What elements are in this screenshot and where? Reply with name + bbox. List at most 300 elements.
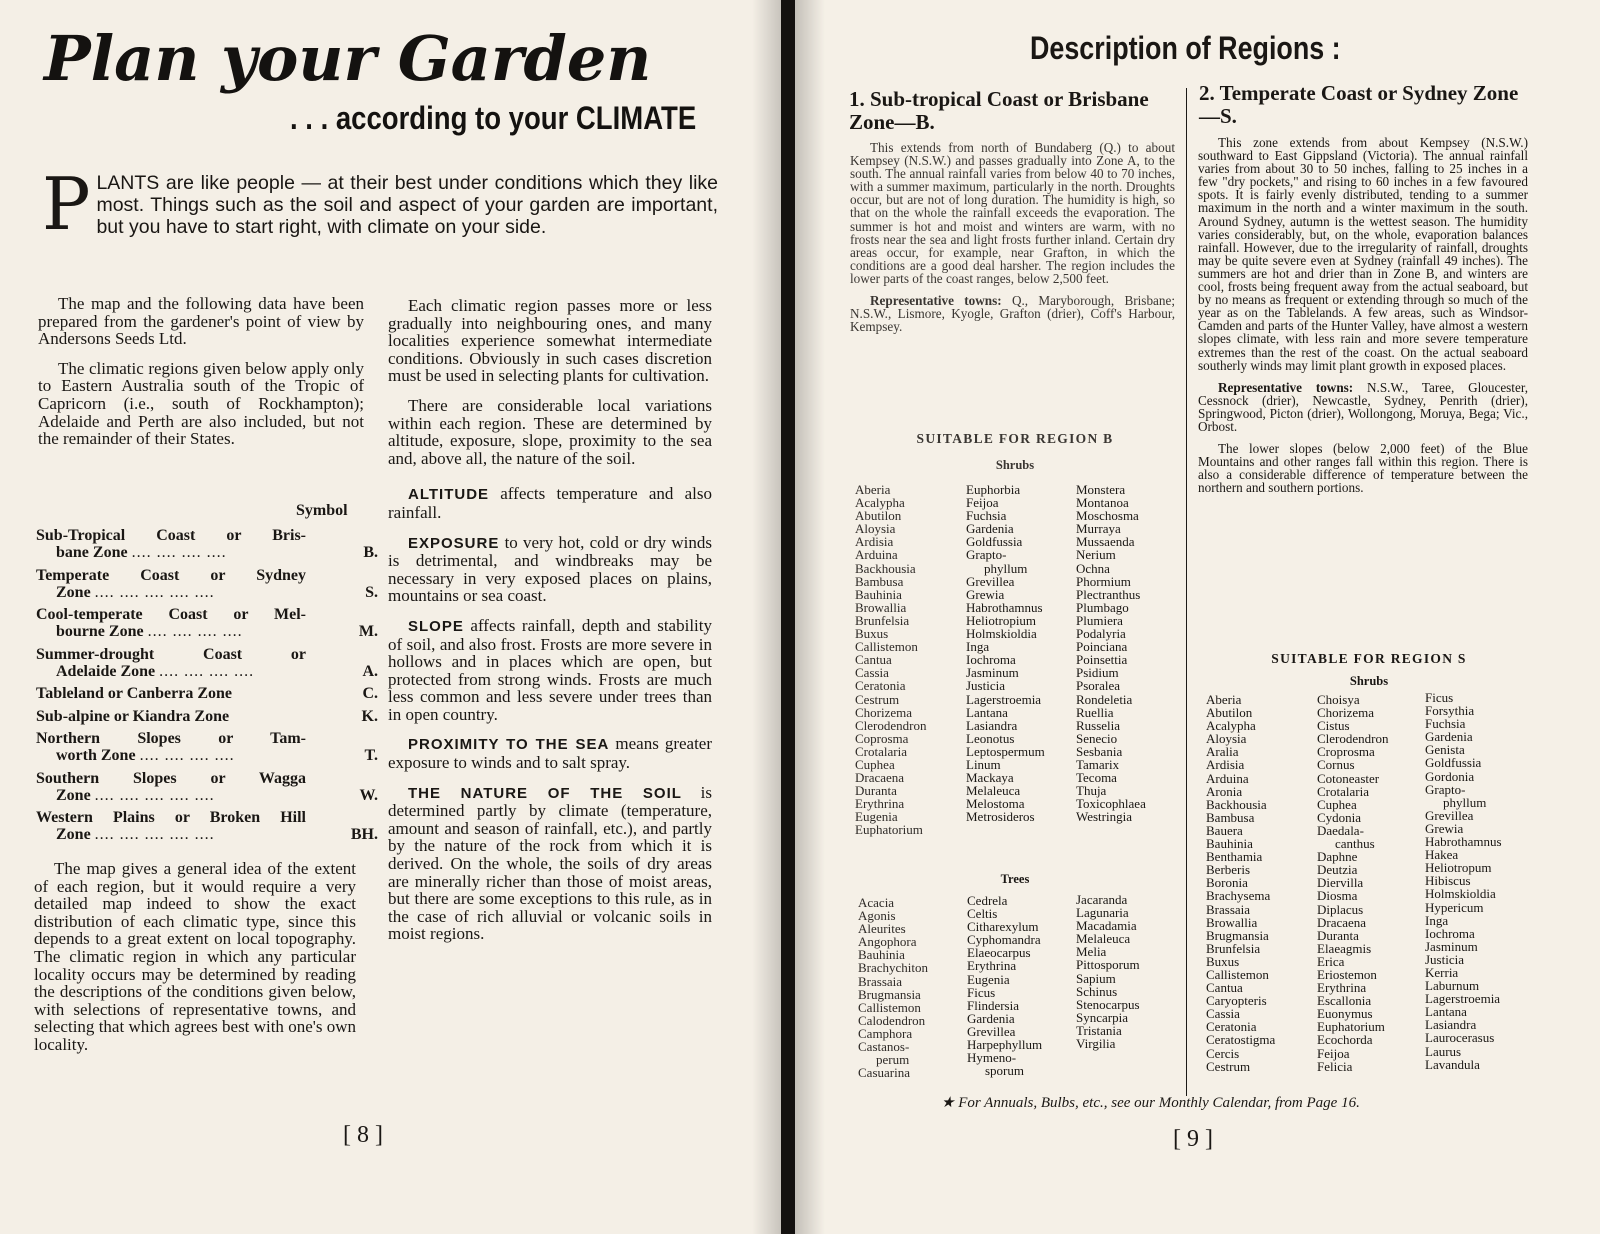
plant-name: Browallia (855, 599, 907, 615)
zone-symbol: B. (363, 544, 378, 562)
plant-name: Goldfussia (966, 534, 1023, 550)
plant-name: Brunfelsia (1206, 940, 1261, 956)
shrubs-heading: Shrubs (995, 458, 1035, 472)
plant-name: Ceratonia (855, 678, 906, 694)
plant-name: Lagerstroemia (1425, 991, 1501, 1007)
plant-name: Aloysia (1206, 731, 1247, 747)
leader-dots: .... .... .... .... .... (94, 583, 215, 601)
leader-dots: .... .... .... .... (159, 663, 255, 681)
plant-name: Mussaenda (1076, 534, 1135, 550)
plant-name: Callistemon (855, 639, 918, 655)
towns-label: Representative towns: (870, 293, 1002, 309)
plant-name: Ceratostigma (1206, 1032, 1276, 1048)
plant-name: Crotalaria (855, 743, 907, 759)
paragraph (850, 294, 1175, 333)
plant-name: Westringia (1076, 809, 1132, 825)
plant-name: Berberis (1206, 862, 1251, 878)
zone-item (36, 606, 378, 641)
paragraph: The map gives a general idea of the extent of each region, but it would require a very detailed map indeed to show the exact distribution of each climatic type, since this depends to a great extent on local topography. The climatic region in which any particular locality occurs may be determined by reading the descriptions of the conditions given below, with selections of representative towns, and selecting that which agrees best with one's own locality. (34, 859, 356, 1054)
plant-name: Senecio (1076, 730, 1118, 746)
plant-name: Diplacus (1317, 901, 1364, 917)
plant-name: Bambusa (1206, 809, 1255, 825)
region2-heading: 2. Temperate Coast or Sydney Zone—S. (1199, 81, 1519, 128)
towns-list: Q., Maryborough, Brisbane; N.S.W., Lismore, Kyogle, Grafton (drier), Coff's Harbour, Kempsey. (850, 293, 1175, 335)
paragraph: There are considerable local variations within each region. These are determined by altitude, exposure, slope, proximity to the sea and, above all, the nature of the soil. (388, 395, 712, 468)
plant-name: Jasminum (1425, 938, 1478, 954)
zone-name-cont (36, 584, 348, 601)
region1-heading: 1. Sub-tropical Coast or Brisbane Zone—B. (849, 87, 1149, 134)
plant-name: Cercis (1206, 1045, 1240, 1061)
plant-name: Bauhinia (858, 947, 905, 963)
drop-cap: P (42, 162, 91, 246)
factor-heading: ALTITUDE (408, 486, 490, 504)
plant-name: Acalypha (1206, 718, 1256, 734)
plant-name: Melia (1076, 944, 1107, 960)
plant-name: Eugenia (967, 971, 1010, 987)
trees-b-column-3 (1076, 893, 1140, 1050)
plant-name: Brachychiton (858, 960, 929, 976)
plant-name: Choisya (1317, 692, 1360, 707)
plant-name: Metrosideros (966, 809, 1035, 825)
shrubs-s-column-2 (1317, 693, 1388, 1073)
plant-name: Brunfelsia (855, 612, 910, 628)
plant-name: Ochna (1076, 560, 1110, 576)
plant-name: Bambusa (855, 573, 904, 589)
zone-name: Southern Slopes or Wagga (36, 769, 306, 787)
regions-title: Description of Regions : (1030, 30, 1341, 66)
paragraph: The lower slopes (below 2,000 feet) of the Blue Mountains and other ranges fall within this region. There is also a considerable difference of temperature between the northern and southern portions. (1198, 441, 1528, 496)
plant-name: Deutzia (1317, 862, 1358, 878)
shrubs-heading: Shrubs (1349, 674, 1389, 688)
plant-name: Plectranthus (1076, 586, 1141, 602)
plant-name: Feijoa (966, 495, 999, 511)
plant-name: Ficus (1425, 690, 1454, 705)
plant-name: Tristania (1076, 1022, 1122, 1038)
plant-name: Hymeno- (967, 1050, 1017, 1066)
plant-name: Angophora (858, 934, 917, 950)
zone-item (36, 645, 378, 681)
plant-name: Inga (1425, 912, 1449, 928)
plant-name: Macadamia (1076, 918, 1137, 934)
plant-name: Bauhinia (855, 586, 902, 602)
paragraph: The climatic regions given below apply only to Eastern Australia south of the Tropic of Capricorn (i.e., south of Rockhampton); Adelaide and Perth are also included, but not the remainder of their States. (38, 358, 364, 449)
page-number: [ 8 ] (343, 1122, 383, 1148)
plant-name: Callistemon (858, 999, 921, 1015)
plant-name: perum (876, 1052, 910, 1068)
zone-name: Temperate Coast or Sydney (36, 566, 306, 584)
zone-name-cont (36, 826, 348, 843)
zone-item (36, 769, 378, 805)
plant-name: Monstera (1076, 482, 1126, 497)
zone-name: Sub-alpine or Kiandra Zone (36, 707, 230, 725)
plant-name: Euphatorium (855, 822, 923, 838)
plant-name: Brugmansia (858, 986, 921, 1002)
plant-name: Euphorbia (966, 482, 1021, 497)
plant-name: Dracaena (1317, 914, 1367, 930)
plant-name: Clerodendron (855, 717, 927, 733)
right-column-factors (388, 297, 712, 955)
page-number: [ 9 ] (1173, 1126, 1213, 1152)
plant-name: Brachysema (1206, 888, 1271, 904)
left-column-map-note (34, 860, 356, 1066)
zone-symbol: M. (358, 623, 378, 641)
plant-name: Bauhinia (1206, 836, 1253, 852)
plant-name: Moschosma (1076, 508, 1139, 524)
plant-name: Ardisia (855, 534, 894, 550)
plant-name: Lantana (966, 704, 1008, 720)
plant-name: Grevillea (967, 1023, 1016, 1039)
plant-name: Abutilon (1206, 705, 1253, 721)
factor-list (388, 485, 712, 943)
plant-name: Grapto- (966, 547, 1007, 563)
suitable-region-s-heading: SUITABLE FOR REGION S (1271, 651, 1467, 666)
paragraph: This extends from north of Bundaberg (Q.) to about Kempsey (N.S.W.) and passes gradually into Zone A, to the south. The annual rainfall varies from below 40 to 70 inches, with a summer maximum, particularly in the north. Droughts occur, but are not of long duration. The humidity is high, so that on the whole the rainfall exceeds the evaporation. The summer is hot and moist and winters are warm, with no frosts near the sea and light frosts further inland. Certain dry areas occur, for example, near Grafton, in which the conditions are a good deal harsher. The region includes the lower parts of the coast ranges, below 2,500 feet. (850, 140, 1175, 286)
gutter-shadow (752, 0, 781, 1234)
plant-name: Toxicophlaea (1076, 796, 1146, 812)
paragraph: This zone extends from about Kempsey (N.S.W.) southward to East Gippsland (Victoria). The annual rainfall varies from about 30 to 50 inches, falling to 25 inches in a few "dry pockets," and rising to 60 inches in a few favoured spots. It is fairly evenly distributed, tending to a summer maximum in the north and a winter maximum in the south. Around Sydney, autumn is the wettest season. The humidity varies considerably, but, on the whole, evaporation balances rainfall. However, due to the irregularity of rainfall, droughts may be quite severe even at Sydney (rainfall 49 inches). The summers are hot and drier than in Zone B, and winters are cool, frosts being frequent away from the actual seaboard, but by no means as frequent or extending through so much of the year as on the Tablelands. A few areas, such as Windsor-Camden and parts of the Hunter Valley, have almost a western slopes climate, with less rain and more severe temperature extremes than the rest of the coast. On the actual seaboard southerly winds may limit plant growth in exposed places. (1198, 135, 1528, 373)
plant-name: Russelia (1076, 717, 1121, 733)
plant-name: Jacaranda (1076, 892, 1128, 907)
zone-name: Western Plains or Broken Hill (36, 809, 306, 827)
plant-name: Lantana (1425, 1004, 1467, 1020)
plant-name: Leonotus (966, 730, 1015, 746)
plant-name: Cestrum (1206, 1058, 1251, 1074)
plant-name: Psidium (1076, 665, 1119, 681)
plant-name: Montanoa (1076, 495, 1129, 511)
plant-name: Ficus (967, 984, 996, 1000)
leader-dots: .... .... .... .... (139, 747, 235, 765)
zone-name-line2: worth Zone (56, 747, 136, 765)
plant-name: Melostoma (966, 796, 1025, 812)
plant-name: Grewia (966, 586, 1005, 602)
plant-name: Forsythia (1425, 703, 1475, 719)
plant-name: Camphora (858, 1025, 913, 1041)
plant-name: Gordonia (1425, 768, 1475, 784)
plant-name: Murraya (1076, 521, 1121, 537)
plant-name: Inga (966, 639, 990, 655)
plant-name: Genista (1425, 742, 1465, 758)
plant-name: Tamarix (1076, 756, 1120, 772)
plant-name: Ardisia (1206, 757, 1245, 773)
plant-name: Cistus (1317, 718, 1350, 734)
plant-name: Coprosma (855, 730, 909, 746)
plant-name: Crotalaria (1317, 783, 1369, 799)
plant-name: Phormium (1076, 573, 1131, 589)
plant-name: Cuphea (1317, 796, 1357, 812)
plant-name: Kerria (1425, 964, 1459, 980)
zone-item (36, 566, 378, 602)
intro-text: LANTS are like people — at their best under conditions which they like most. Things such as the soil and aspect of your garden are important, but you have to start right, with climate on your side. (96, 172, 718, 238)
paragraph: The map and the following data have been prepared from the gardener's point of view by Andersons Seeds Ltd. (38, 294, 364, 349)
plant-name: Browallia (1206, 914, 1258, 930)
factor-text: is determined partly by climate (temperature, amount and season of rainfall, etc.), and partly by the nature of the rock from which it is derived. On the whole, the soils of dry areas are minerally richer than those of moist areas, but there are some exceptions to this rule, as in the case of rich alluvial or volcanic soils in moist regions. (388, 782, 712, 944)
plant-name: Brassaia (858, 973, 903, 989)
plant-name: Hibiscus (1425, 873, 1471, 889)
plant-name: Arduina (855, 547, 898, 563)
plant-name: Linum (966, 756, 1001, 772)
plant-name: Cuphea (855, 756, 895, 772)
plant-name: Boronia (1206, 875, 1248, 891)
plant-name: Bauera (1206, 822, 1243, 838)
plant-name: Calodendron (858, 1012, 926, 1028)
paragraph (1198, 381, 1528, 433)
plant-name: Iochroma (1425, 925, 1475, 941)
plant-name: Lavandula (1425, 1056, 1480, 1072)
zone-item (36, 729, 378, 765)
plant-name: Duranta (1317, 927, 1359, 943)
zone-symbol: A. (362, 663, 378, 681)
intro-paragraph (42, 162, 718, 246)
plant-name: Benthamia (1206, 849, 1263, 865)
plant-name: Caryopteris (1206, 993, 1267, 1009)
factor-paragraph (388, 735, 712, 771)
leader-dots: .... .... .... .... .... (94, 786, 215, 804)
plant-name: Justicia (1425, 951, 1464, 967)
plant-name: Lagerstroemia (966, 691, 1042, 707)
factor-text: to very hot, cold or dry winds is detrimental, and windbreaks may be necessary in very exposed places on plains, mountains or sea coast. (388, 532, 712, 606)
zone-symbol: K. (361, 707, 378, 725)
plant-name: Lasiandra (966, 717, 1018, 733)
zone-item (36, 527, 378, 562)
plant-name: Laurocerasus (1425, 1030, 1495, 1046)
plant-name: Syncarpia (1076, 1009, 1128, 1025)
plant-name: Dracaena (855, 770, 905, 786)
plant-name: Fuchsia (1425, 716, 1466, 732)
symbol-heading: Symbol (296, 502, 348, 519)
plant-name: Chorizema (1317, 705, 1375, 721)
zone-name-cont (36, 747, 348, 764)
leader-dots: .... .... .... .... (131, 544, 227, 562)
trees-heading: Trees (1000, 872, 1030, 886)
factor-paragraph (388, 617, 712, 724)
factor-heading: THE NATURE OF THE SOIL (408, 784, 682, 802)
zone-name-cont (36, 787, 348, 804)
zone-name: Tableland or Canberra Zone (36, 685, 233, 703)
plant-name: Ecochorda (1317, 1032, 1373, 1048)
plant-name: Sesbania (1076, 743, 1123, 759)
column-divider (1186, 88, 1187, 1096)
plant-name: Leptospermum (966, 743, 1045, 759)
plant-name: Poinciana (1076, 639, 1128, 655)
zone-item (36, 685, 378, 703)
plant-name: Mackaya (966, 770, 1014, 786)
plant-name: Goldfussia (1425, 755, 1482, 771)
book-gutter (781, 0, 795, 1234)
zone-name-cont (36, 663, 348, 680)
plant-name: Lasiandra (1425, 1017, 1477, 1033)
shrubs-s-column-3 (1425, 691, 1502, 1071)
zone-symbol: C. (362, 685, 378, 703)
plant-name: Ruellia (1076, 704, 1114, 720)
plant-name: Citharexylum (967, 919, 1039, 935)
plant-name: Aronia (1206, 783, 1243, 799)
left-column-intro (38, 295, 364, 460)
factor-paragraph (388, 485, 712, 521)
zone-name-line2: Zone (56, 583, 91, 601)
plant-name: Diervilla (1317, 875, 1364, 891)
plant-name: Rondeletia (1076, 691, 1133, 707)
plant-name: Sapium (1076, 970, 1116, 986)
plant-name: Diosma (1317, 888, 1358, 904)
plant-name: Cantua (1206, 980, 1243, 996)
plant-name: Celtis (967, 906, 998, 922)
plant-name: Grapto- (1425, 781, 1466, 797)
plant-name: Callistemon (1206, 966, 1269, 982)
plant-name: Grewia (1425, 820, 1464, 836)
plant-name: Castanos- (858, 1039, 910, 1055)
factor-heading: EXPOSURE (408, 534, 500, 552)
leader-dots: .... .... .... .... .... (94, 826, 215, 844)
plant-name: Abutilon (855, 508, 902, 524)
plant-name: Aloysia (855, 521, 896, 537)
plant-name: Stenocarpus (1076, 996, 1140, 1012)
plant-name: Cotoneaster (1317, 770, 1380, 786)
plant-name: Buxus (855, 626, 889, 642)
plant-name: Cydonia (1317, 809, 1362, 825)
shrubs-b-column-2 (966, 483, 1045, 823)
zone-item (36, 707, 378, 725)
plant-name: Melaleuca (966, 783, 1021, 799)
plant-name: Tecoma (1076, 770, 1117, 786)
zone-name-line2: bourne Zone (56, 623, 144, 641)
region1-description (850, 141, 1175, 342)
plant-name: Holmskioldia (1425, 886, 1496, 902)
factor-text: affects temperature and also rainfall. (388, 484, 712, 522)
zone-list (36, 527, 378, 849)
footnote: ★ For Annuals, Bulbs, etc., see our Monthly Calendar, from Page 16. (941, 1095, 1360, 1111)
plant-name: Brugmansia (1206, 927, 1269, 943)
plant-name: Daedala- (1317, 822, 1364, 838)
plant-name: Backhousia (1206, 796, 1267, 812)
plant-name: Schinus (1076, 983, 1118, 999)
factor-text: affects rainfall, depth and stability of soil, and also frost. Frosts are more severe in hollows and in places which are open, but protected from strong winds. Frosts are much less common and less severe under trees than in open country. (388, 615, 712, 724)
zone-name-cont (36, 623, 348, 640)
plant-name: Cestrum (855, 691, 900, 707)
plant-name: Chorizema (855, 704, 913, 720)
plant-name: Fuchsia (966, 508, 1007, 524)
zone-symbol: T. (364, 747, 378, 765)
region2-description (1198, 136, 1528, 503)
plant-name: Feijoa (1317, 1045, 1350, 1061)
plant-name: Acalypha (855, 495, 905, 511)
plant-name: Aberia (855, 482, 891, 497)
plant-name: Gardenia (967, 1010, 1015, 1026)
plant-name: Erythrina (967, 958, 1017, 974)
plant-name: Laurus (1425, 1043, 1462, 1059)
plant-name: Poinsettia (1076, 652, 1128, 668)
shrubs-s-column-1 (1206, 693, 1275, 1073)
plant-name: Eriostemon (1317, 966, 1377, 982)
plant-name: Euphatorium (1317, 1019, 1385, 1035)
suitable-region-b-heading: SUITABLE FOR REGION B (916, 431, 1114, 446)
plant-name: Lagunaria (1076, 905, 1129, 921)
plant-name: Aleurites (858, 921, 906, 937)
zone-name-line2: Zone (56, 786, 91, 804)
plant-name: Casuarina (858, 1065, 910, 1081)
left-page (0, 0, 781, 1234)
plant-name: Plumbago (1076, 599, 1129, 615)
zone-symbol: BH. (350, 826, 378, 844)
zone-name: Sub-Tropical Coast or Bris- (36, 527, 306, 544)
plant-name: Duranta (855, 783, 897, 799)
plant-name: Felicia (1317, 1058, 1353, 1074)
leader-dots: .... .... .... .... (147, 623, 243, 641)
page-subtitle: . . . according to your CLIMATE (290, 100, 697, 136)
plant-name: Aralia (1206, 744, 1239, 760)
zone-name-line2: Adelaide Zone (56, 663, 156, 681)
zone-name: Summer-drought Coast or (36, 645, 306, 663)
plant-name: Plumiera (1076, 612, 1123, 628)
plant-name: Melaleuca (1076, 931, 1131, 947)
towns-label: Representative towns: (1218, 379, 1354, 395)
plant-name: Escallonia (1317, 993, 1372, 1009)
trees-b-column-1 (858, 896, 928, 1079)
plant-name: Grevillea (1425, 807, 1474, 823)
plant-name: Gardenia (1425, 729, 1473, 745)
zone-symbol: S. (365, 583, 378, 601)
page-title: Plan your Garden (44, 22, 652, 95)
plant-name: phyllum (984, 560, 1028, 576)
plant-name: Iochroma (966, 652, 1016, 668)
plant-name: Erythrina (1317, 980, 1367, 996)
plant-name: Cedrela (967, 893, 1008, 908)
plant-name: Aberia (1206, 692, 1242, 707)
plant-name: Habrothamnus (1425, 834, 1502, 850)
zone-name: Northern Slopes or Tam- (36, 729, 306, 747)
plant-name: Cyphomandra (967, 932, 1041, 948)
factor-paragraph (388, 534, 712, 605)
gutter-shadow (795, 0, 825, 1234)
plant-name: Daphne (1317, 849, 1358, 865)
factor-heading: PROXIMITY TO THE SEA (408, 736, 610, 754)
plant-name: Backhousia (855, 560, 916, 576)
plant-name: Harpephyllum (967, 1037, 1043, 1053)
plant-name: Heliotropium (966, 612, 1037, 628)
plant-name: Euonymus (1317, 1006, 1373, 1022)
plant-name: Hypericum (1425, 899, 1484, 915)
trees-b-column-2 (967, 894, 1042, 1077)
plant-name: Cassia (855, 665, 889, 681)
plant-name: sporum (985, 1063, 1024, 1079)
paragraph: Each climatic region passes more or less gradually into neighbouring ones, and many localities experience somewhat intermediate conditions. Obviously in such cases discretion must be used in selecting plants for cultivation. (388, 296, 712, 386)
plant-name: Agonis (858, 908, 896, 924)
plant-name: Erythrina (855, 796, 905, 812)
plant-name: Psoralea (1076, 678, 1121, 694)
plant-name: Habrothamnus (966, 599, 1043, 615)
plant-name: Heliotropum (1425, 860, 1492, 876)
plant-name: Flindersia (967, 997, 1019, 1013)
zone-item (36, 809, 378, 844)
plant-name: Ceratonia (1206, 1019, 1257, 1035)
shrubs-b-column-1 (855, 483, 926, 837)
shrubs-b-column-3 (1076, 483, 1146, 823)
right-page (795, 0, 1600, 1234)
plant-name: Eugenia (855, 809, 898, 825)
factor-text: means greater exposure to winds and to salt spray. (388, 734, 712, 773)
zone-name-line2: Zone (56, 826, 91, 844)
plant-name: Thuja (1076, 783, 1107, 799)
zone-name-cont (36, 544, 348, 561)
plant-name: Elaeagmis (1317, 940, 1372, 956)
plant-name: Clerodendron (1317, 731, 1389, 747)
plant-name: Jasminum (966, 665, 1019, 681)
plant-name: Erica (1317, 953, 1345, 969)
plant-name: Podalyria (1076, 626, 1126, 642)
plant-name: Holmskioldia (966, 626, 1037, 642)
plant-name: Gardenia (966, 521, 1014, 537)
plant-name: Acacia (858, 895, 895, 910)
plant-name: Arduina (1206, 770, 1249, 786)
